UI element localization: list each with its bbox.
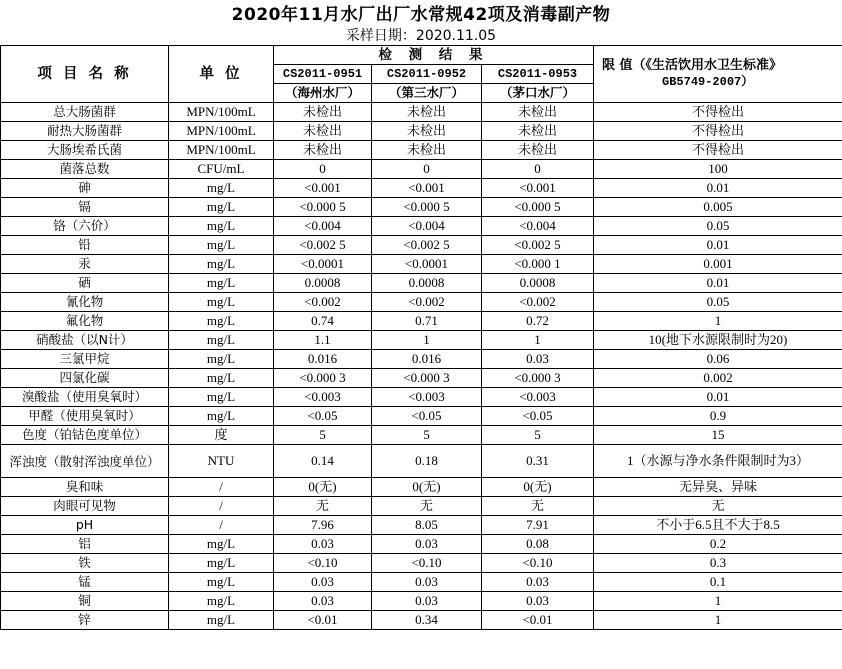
cell-result-disan[interactable]: <0.000 3 — [372, 369, 482, 388]
cell-limit[interactable]: 不得检出 — [594, 103, 842, 122]
cell-item-name[interactable]: 锌 — [1, 611, 169, 630]
sampling-date: 采样日期：2020.11.05 — [345, 28, 497, 44]
cell-item-name[interactable]: 铜 — [1, 592, 169, 611]
cell-limit[interactable]: 0.2 — [594, 535, 842, 554]
cell-item-name[interactable]: 铅 — [1, 236, 169, 255]
table-row — [1, 573, 842, 592]
cell-result-haizhou[interactable]: 0.016 — [274, 350, 372, 369]
cell-result-disan[interactable]: 未检出 — [372, 122, 482, 141]
cell-item-name[interactable]: 氰化物 — [1, 293, 169, 312]
table-row — [1, 293, 842, 312]
cell-limit[interactable]: 1 — [594, 592, 842, 611]
cell-unit[interactable]: mg/L — [169, 592, 274, 611]
cell-result-disan[interactable]: <0.002 — [372, 293, 482, 312]
header-item-name[interactable]: 项 目 名 称 — [1, 46, 169, 103]
cell-result-haizhou[interactable]: 1.1 — [274, 331, 372, 350]
cell-limit[interactable]: 1 — [594, 611, 842, 630]
cell-unit[interactable]: mg/L — [169, 573, 274, 592]
cell-unit[interactable]: NTU — [169, 445, 274, 478]
cell-result-maokou[interactable]: <0.000 1 — [482, 255, 594, 274]
cell-item-name[interactable]: 三氯甲烷 — [1, 350, 169, 369]
header-limit[interactable] — [594, 46, 842, 103]
cell-result-maokou[interactable]: 未检出 — [482, 103, 594, 122]
cell-result-haizhou[interactable]: 无 — [274, 497, 372, 516]
cell-result-maokou[interactable]: <0.000 3 — [482, 369, 594, 388]
cell-limit[interactable]: 0.005 — [594, 198, 842, 217]
cell-item-name[interactable]: 色度（铂钴色度单位） — [1, 426, 169, 445]
table-row — [1, 388, 842, 407]
cell-item-name[interactable]: 甲醛（使用臭氧时） — [1, 407, 169, 426]
cell-result-haizhou[interactable]: <0.004 — [274, 217, 372, 236]
cell-result-maokou[interactable]: 0.03 — [482, 350, 594, 369]
cell-result-disan[interactable]: 0.03 — [372, 592, 482, 611]
cell-result-haizhou[interactable]: 未检出 — [274, 122, 372, 141]
cell-result-haizhou[interactable]: 0(无) — [274, 478, 372, 497]
sheet-title: 2020年11月水厂出厂水常规42项及消毒副产物 — [231, 5, 611, 25]
cell-result-disan[interactable]: <0.003 — [372, 388, 482, 407]
cell-item-name[interactable]: 浑浊度（散射浑浊度单位） — [1, 445, 169, 478]
cell-limit[interactable]: 0.01 — [594, 179, 842, 198]
cell-result-haizhou[interactable]: <0.000 3 — [274, 369, 372, 388]
cell-result-haizhou[interactable]: 0.14 — [274, 445, 372, 478]
cell-result-disan[interactable]: <0.001 — [372, 179, 482, 198]
cell-result-haizhou[interactable]: 0 — [274, 160, 372, 179]
table-row — [1, 179, 842, 198]
header-results[interactable]: 检 测 结 果 — [274, 46, 594, 65]
cell-result-maokou[interactable]: <0.002 5 — [482, 236, 594, 255]
table-row — [1, 103, 842, 122]
header-unit[interactable]: 单 位 — [169, 46, 274, 103]
cell-result-maokou[interactable]: <0.004 — [482, 217, 594, 236]
cell-result-haizhou[interactable]: <0.001 — [274, 179, 372, 198]
cell-result-disan[interactable]: 0.03 — [372, 535, 482, 554]
cell-limit[interactable]: 不小于6.5且不大于8.5 — [594, 516, 842, 535]
cell-result-maokou[interactable]: 0.0008 — [482, 274, 594, 293]
cell-item-name[interactable]: 四氯化碳 — [1, 369, 169, 388]
cell-limit[interactable]: 无异臭、异味 — [594, 478, 842, 497]
cell-result-disan[interactable]: 0.34 — [372, 611, 482, 630]
cell-item-name[interactable]: 菌落总数 — [1, 160, 169, 179]
cell-limit[interactable]: 0.05 — [594, 217, 842, 236]
cell-result-disan[interactable]: 0.0008 — [372, 274, 482, 293]
cell-limit[interactable]: 0.9 — [594, 407, 842, 426]
cell-unit[interactable]: mg/L — [169, 179, 274, 198]
cell-item-name[interactable]: 铁 — [1, 554, 169, 573]
cell-result-haizhou[interactable]: <0.05 — [274, 407, 372, 426]
cell-result-maokou[interactable]: <0.000 5 — [482, 198, 594, 217]
cell-result-disan[interactable]: <0.002 5 — [372, 236, 482, 255]
cell-result-disan[interactable]: 8.05 — [372, 516, 482, 535]
cell-result-maokou[interactable]: 未检出 — [482, 141, 594, 160]
cell-result-disan[interactable]: 0.03 — [372, 573, 482, 592]
cell-unit[interactable]: mg/L — [169, 611, 274, 630]
table-row — [1, 516, 842, 535]
header-code-3[interactable]: CS2011-0953 — [482, 65, 594, 84]
cell-unit[interactable]: mg/L — [169, 236, 274, 255]
cell-result-disan[interactable]: 0(无) — [372, 478, 482, 497]
cell-limit[interactable]: 1 — [594, 312, 842, 331]
cell-result-disan[interactable]: 未检出 — [372, 103, 482, 122]
cell-result-haizhou[interactable]: 未检出 — [274, 103, 372, 122]
cell-limit[interactable]: 100 — [594, 160, 842, 179]
cell-limit[interactable]: 0.01 — [594, 274, 842, 293]
cell-item-name[interactable]: 硝酸盐（以N计） — [1, 331, 169, 350]
header-plant-2[interactable]: （第三水厂） — [372, 84, 482, 103]
table-row — [1, 198, 842, 217]
table-row — [1, 122, 842, 141]
cell-item-name[interactable]: 氟化物 — [1, 312, 169, 331]
cell-unit[interactable]: 度 — [169, 426, 274, 445]
table-row — [1, 478, 842, 497]
cell-item-name[interactable]: 汞 — [1, 255, 169, 274]
cell-item-name[interactable]: pH — [1, 516, 169, 535]
cell-item-name[interactable]: 硒 — [1, 274, 169, 293]
cell-limit[interactable]: 0.002 — [594, 369, 842, 388]
cell-result-haizhou[interactable]: <0.003 — [274, 388, 372, 407]
cell-result-maokou[interactable]: 0.72 — [482, 312, 594, 331]
cell-result-maokou[interactable]: 0 — [482, 160, 594, 179]
cell-unit[interactable]: MPN/100mL — [169, 103, 274, 122]
cell-result-disan[interactable]: <0.0001 — [372, 255, 482, 274]
cell-result-disan[interactable]: 无 — [372, 497, 482, 516]
cell-result-haizhou[interactable]: <0.000 5 — [274, 198, 372, 217]
cell-result-disan[interactable]: <0.05 — [372, 407, 482, 426]
cell-result-haizhou[interactable]: 0.03 — [274, 573, 372, 592]
header-limit-standard: GB5749-2007） — [662, 75, 754, 89]
cell-result-haizhou[interactable]: <0.002 5 — [274, 236, 372, 255]
table-row — [1, 217, 842, 236]
cell-result-disan[interactable]: 1 — [372, 331, 482, 350]
cell-unit[interactable]: mg/L — [169, 331, 274, 350]
cell-result-haizhou[interactable]: 5 — [274, 426, 372, 445]
cell-item-name[interactable]: 肉眼可见物 — [1, 497, 169, 516]
cell-result-maokou[interactable]: <0.01 — [482, 611, 594, 630]
cell-result-maokou[interactable]: 0.08 — [482, 535, 594, 554]
table-row — [1, 255, 842, 274]
cell-unit[interactable]: mg/L — [169, 312, 274, 331]
cell-limit[interactable]: 0.3 — [594, 554, 842, 573]
table-row — [1, 236, 842, 255]
cell-unit[interactable]: / — [169, 516, 274, 535]
cell-result-disan[interactable]: <0.004 — [372, 217, 482, 236]
cell-unit[interactable]: / — [169, 497, 274, 516]
cell-result-disan[interactable]: <0.10 — [372, 554, 482, 573]
cell-item-name[interactable]: 铝 — [1, 535, 169, 554]
cell-limit[interactable]: 0.01 — [594, 388, 842, 407]
cell-result-disan[interactable]: 0.71 — [372, 312, 482, 331]
cell-unit[interactable]: CFU/mL — [169, 160, 274, 179]
cell-result-haizhou[interactable]: <0.0001 — [274, 255, 372, 274]
water-quality-table — [0, 45, 842, 630]
cell-result-haizhou[interactable]: 0.03 — [274, 535, 372, 554]
cell-unit[interactable]: / — [169, 478, 274, 497]
table-row — [1, 497, 842, 516]
cell-limit[interactable]: 0.1 — [594, 573, 842, 592]
cell-result-haizhou[interactable]: 0.74 — [274, 312, 372, 331]
cell-item-name[interactable]: 耐热大肠菌群 — [1, 122, 169, 141]
table-row — [1, 426, 842, 445]
cell-item-name[interactable]: 臭和味 — [1, 478, 169, 497]
cell-unit[interactable]: MPN/100mL — [169, 122, 274, 141]
header-limit-label: 限 值（《生活饮用水卫生标准》 — [602, 58, 783, 73]
cell-result-disan[interactable]: <0.000 5 — [372, 198, 482, 217]
cell-result-disan[interactable]: 0.016 — [372, 350, 482, 369]
cell-result-haizhou[interactable]: 0.0008 — [274, 274, 372, 293]
cell-result-disan[interactable]: 0.18 — [372, 445, 482, 478]
cell-item-name[interactable]: 溴酸盐（使用臭氧时） — [1, 388, 169, 407]
cell-limit[interactable]: 不得检出 — [594, 141, 842, 160]
cell-result-haizhou[interactable]: 未检出 — [274, 141, 372, 160]
cell-item-name[interactable]: 大肠埃希氏菌 — [1, 141, 169, 160]
cell-result-maokou[interactable]: 7.91 — [482, 516, 594, 535]
cell-unit[interactable]: mg/L — [169, 535, 274, 554]
table-row — [1, 160, 842, 179]
cell-result-maokou[interactable]: <0.05 — [482, 407, 594, 426]
header-plant-1[interactable]: （海州水厂） — [274, 84, 372, 103]
cell-limit[interactable]: 1（水源与净水条件限制时为3） — [594, 445, 842, 478]
cell-result-haizhou[interactable]: <0.002 — [274, 293, 372, 312]
table-row — [1, 592, 842, 611]
cell-unit[interactable]: mg/L — [169, 255, 274, 274]
cell-unit[interactable]: mg/L — [169, 388, 274, 407]
cell-limit[interactable]: 0.01 — [594, 236, 842, 255]
cell-limit[interactable]: 不得检出 — [594, 122, 842, 141]
cell-unit[interactable]: mg/L — [169, 350, 274, 369]
cell-result-maokou[interactable]: 1 — [482, 331, 594, 350]
table-row — [1, 611, 842, 630]
cell-result-haizhou[interactable]: 0.03 — [274, 592, 372, 611]
cell-item-name[interactable]: 镉 — [1, 198, 169, 217]
cell-unit[interactable]: mg/L — [169, 293, 274, 312]
table-row — [1, 407, 842, 426]
cell-unit[interactable]: mg/L — [169, 217, 274, 236]
cell-unit[interactable]: MPN/100mL — [169, 141, 274, 160]
table-row — [1, 331, 842, 350]
cell-item-name[interactable]: 砷 — [1, 179, 169, 198]
cell-result-haizhou[interactable]: <0.10 — [274, 554, 372, 573]
table-row — [1, 535, 842, 554]
cell-result-maokou[interactable]: 0.31 — [482, 445, 594, 478]
table-row — [1, 369, 842, 388]
cell-item-name[interactable]: 总大肠菌群 — [1, 103, 169, 122]
cell-unit[interactable]: mg/L — [169, 554, 274, 573]
cell-result-maokou[interactable]: <0.001 — [482, 179, 594, 198]
header-code-2[interactable]: CS2011-0952 — [372, 65, 482, 84]
cell-limit[interactable]: 15 — [594, 426, 842, 445]
cell-result-haizhou[interactable]: <0.01 — [274, 611, 372, 630]
cell-limit[interactable]: 0.001 — [594, 255, 842, 274]
cell-result-maokou[interactable]: 0(无) — [482, 478, 594, 497]
table-row — [1, 274, 842, 293]
table-row — [1, 554, 842, 573]
cell-result-maokou[interactable]: <0.002 — [482, 293, 594, 312]
cell-result-maokou[interactable]: <0.003 — [482, 388, 594, 407]
cell-result-maokou[interactable]: 5 — [482, 426, 594, 445]
table-row — [1, 445, 842, 478]
cell-item-name[interactable]: 锰 — [1, 573, 169, 592]
table-row — [1, 141, 842, 160]
header-plant-3[interactable]: （茅口水厂） — [482, 84, 594, 103]
cell-unit[interactable]: mg/L — [169, 369, 274, 388]
cell-unit[interactable]: mg/L — [169, 407, 274, 426]
cell-result-haizhou[interactable]: 7.96 — [274, 516, 372, 535]
cell-limit[interactable]: 0.05 — [594, 293, 842, 312]
cell-limit[interactable]: 无 — [594, 497, 842, 516]
cell-result-maokou[interactable]: <0.10 — [482, 554, 594, 573]
cell-result-disan[interactable]: 0 — [372, 160, 482, 179]
cell-result-disan[interactable]: 5 — [372, 426, 482, 445]
cell-result-disan[interactable]: 未检出 — [372, 141, 482, 160]
cell-item-name[interactable]: 铬（六价） — [1, 217, 169, 236]
cell-unit[interactable]: mg/L — [169, 274, 274, 293]
cell-result-maokou[interactable]: 无 — [482, 497, 594, 516]
header-code-1[interactable]: CS2011-0951 — [274, 65, 372, 84]
table-row — [1, 350, 842, 369]
cell-unit[interactable]: mg/L — [169, 198, 274, 217]
cell-result-maokou[interactable]: 0.03 — [482, 573, 594, 592]
cell-limit[interactable]: 10(地下水源限制时为20) — [594, 331, 842, 350]
cell-result-maokou[interactable]: 0.03 — [482, 592, 594, 611]
table-row — [1, 312, 842, 331]
cell-limit[interactable]: 0.06 — [594, 350, 842, 369]
cell-result-maokou[interactable]: 未检出 — [482, 122, 594, 141]
